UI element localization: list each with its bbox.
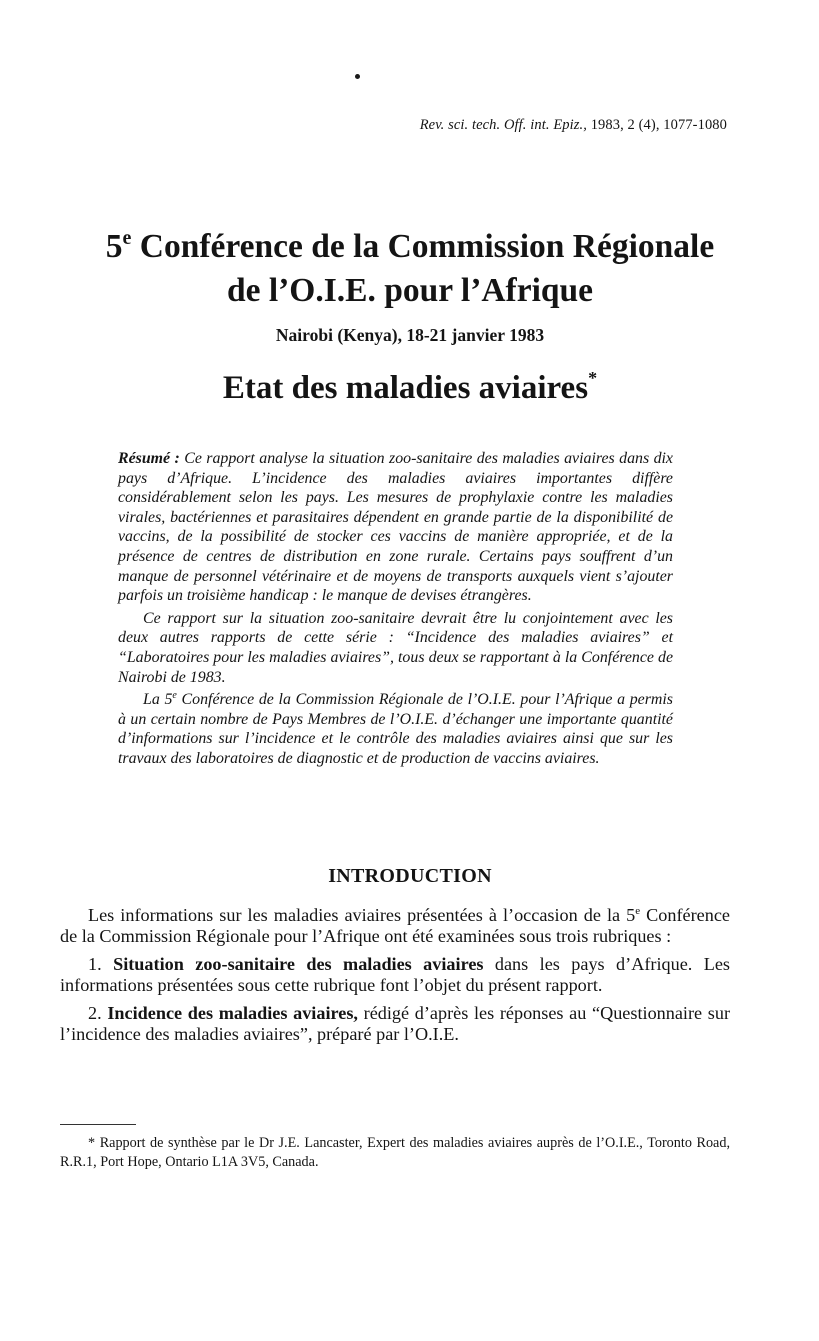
item2-rest: rédigé d’après les réponses au “Questionnaire sur l’incidence des maladies aviaires”, préparé par l’O.I.E. [60, 1002, 731, 1045]
abstract-paragraph-3 [118, 690, 673, 768]
conference-title-line2: de l’O.I.E. pour l’Afrique [226, 272, 594, 309]
speck-mark [355, 74, 360, 79]
introduction-paragraph-1 [60, 905, 730, 948]
abstract-p1-text: Ce rapport analyse la situation zoo-sanitaire des maladies aviaires dans dix pays d’Afrique. L’incidence des maladies aviaires importantes diffère considérablement selon les pays. Les mesures de prophylaxie contre les maladies virales, bactériennes et parasitaires dépendent en grande partie de la disponibilité de vaccins, de la possibilité de stocker ces vaccins de manière appropriée, et de la présence de centres de distribution en zone rurale. Certains pays souffrent d’un manque de personnel vétérinaire et de moyens de transports auxquels vient s’ajouter parfois un troisième handicap : le manque de devises étrangères. [118, 450, 673, 605]
abstract-paragraph-1 [118, 449, 673, 606]
item2-number: 2. [88, 1002, 102, 1023]
journal-name: Rev. sci. tech. Off. int. Epiz., [419, 117, 587, 133]
intro-p1-sup: e [635, 905, 641, 917]
introduction-heading: INTRODUCTION [328, 865, 492, 887]
conference-number: 5 [105, 228, 123, 265]
intro-p1-start: Les informations sur les maladies aviaires présentées à l’occasion de la 5 [88, 905, 636, 925]
abstract [118, 449, 673, 772]
item1-number: 1. [88, 953, 102, 974]
journal-volume-pages: 1983, 2 (4), 1077-1080 [590, 117, 727, 133]
intro-p1-rest: Conférence de la Commission Régionale pour l’Afrique ont été examinées sous trois rubriques : [60, 905, 730, 947]
paper-title [40, 370, 780, 407]
footnote-marker: * [588, 368, 598, 388]
journal-citation [420, 117, 727, 134]
abstract-p3-sup: e [172, 690, 177, 702]
abstract-paragraph-2: Ce rapport sur la situation zoo-sanitaire devrait être lu conjointement avec les deux autres rapports de cette série : “Incidence des maladies aviaires” et “Laboratoires pour les maladies aviaires”, tous deux se rapportant à la Conférence de Nairobi de 1983. [118, 609, 673, 686]
abstract-p3-start: La 5 [143, 691, 173, 709]
item1-bold: Situation zoo-sanitaire des maladies aviaires [113, 953, 484, 974]
conference-number-sup: e [122, 227, 132, 249]
conference-location-date: Nairobi (Kenya), 18-21 janvier 1983 [275, 325, 545, 345]
paper-title-text: Etat des maladies aviaires [222, 370, 589, 406]
author-footnote: * Rapport de synthèse par le Dr J.E. Lancaster, Expert des maladies aviaires auprès de l’O.I.E., Toronto Road, R.R.1, Port Hope, Ontario L1A 3V5, Canada. [60, 1135, 730, 1170]
introduction-body [60, 905, 730, 1051]
item2-bold: Incidence des maladies aviaires, [107, 1002, 358, 1023]
introduction-item-1 [60, 954, 730, 997]
abstract-p3-rest: Conférence de la Commission Régionale de l’O.I.E. pour l’Afrique a permis à un certain nombre de Pays Membres de l’O.I.E. d’échanger une importante quantité d’informations sur l’incidence et le contrôle des maladies aviaires ainsi que sur les travaux des laboratoires de diagnostic et de production de vaccins aviaires. [118, 691, 673, 767]
introduction-item-2 [60, 1003, 730, 1046]
abstract-label: Résumé : [118, 450, 180, 467]
conference-title [40, 225, 780, 313]
footnote-divider [60, 1124, 136, 1125]
conference-title-line1: Conférence de la Commission Régionale [139, 228, 715, 265]
item1-rest: dans les pays d’Afrique. Les informations présentées sous cette rubrique font l’objet du présent rapport. [60, 953, 730, 996]
